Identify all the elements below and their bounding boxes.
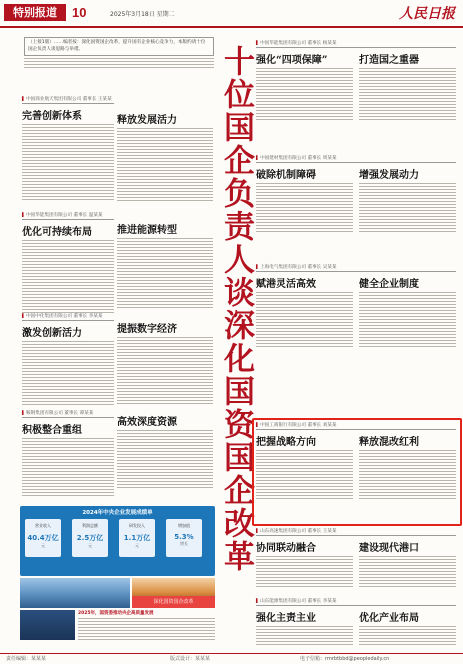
article-side-title: 增强发展动力 bbox=[359, 170, 419, 181]
page-header bbox=[0, 0, 463, 28]
date-line: 2025年3月18日 星期二 bbox=[110, 11, 175, 18]
article-left-1[interactable]: ▌ 中国商业航天集团有限公司 董事长 王某某 完善创新体系 bbox=[22, 96, 114, 202]
article-side-title: 健全企业制度 bbox=[359, 279, 419, 290]
article-title: 完善创新体系 bbox=[22, 111, 82, 122]
article-title: 把握战略方向 bbox=[256, 437, 316, 448]
page-number: 10 bbox=[72, 5, 87, 20]
banner-lower-mid: 深化国资国企改革 bbox=[132, 596, 215, 608]
footer-editor: 责任编辑：某某某 bbox=[6, 656, 47, 662]
article-right-3[interactable]: ▌ 上海电气集团有限公司 董事长 吴某某 赋港灵活高效 健全企业制度 bbox=[256, 264, 456, 349]
article-side-title: 建设现代港口 bbox=[359, 543, 419, 554]
article-title: 积极整合重组 bbox=[22, 425, 82, 436]
article-mid-2[interactable] bbox=[117, 218, 213, 310]
intro-lines bbox=[24, 58, 214, 68]
footer-designer: 版式设计：某某某 bbox=[170, 656, 211, 662]
newspaper-logo: 人民日报 bbox=[399, 6, 455, 22]
article-side-title: 打造国之重器 bbox=[359, 55, 419, 66]
article-title: 赋港灵活高效 bbox=[256, 279, 316, 290]
article-title: 破除机制障碍 bbox=[256, 170, 316, 181]
infographic-panel bbox=[20, 506, 215, 576]
article-title: 强化主责主业 bbox=[256, 613, 316, 624]
article-right-2[interactable]: ▌ 中国建材集团有限公司 董事长 周某某 破除机制障碍 增强发展动力 bbox=[256, 155, 456, 234]
ship-photo bbox=[20, 610, 75, 640]
article-title: 强化“四项保障” bbox=[256, 55, 328, 66]
stat-card: 利润总额 2.5万亿 元 bbox=[72, 519, 108, 557]
footer-email: 电子信箱：rmrbtbbd@peopledaily.cn bbox=[300, 656, 390, 662]
port-photo bbox=[20, 578, 130, 608]
section-tag: 特别报道 bbox=[4, 4, 66, 21]
article-right-6[interactable]: ▌ 山东能源集团有限公司 董事长 李某某 强化主责主业 优化产业布局 bbox=[256, 598, 456, 647]
article-right-5[interactable]: ▌ 山东高速集团有限公司 董事长 王某某 协同联动融合 建设现代港口 bbox=[256, 528, 456, 589]
article-left-3[interactable]: ▌ 中国中化集团有限公司 董事长 李某某 激发创新活力 bbox=[22, 313, 114, 407]
lower-left-caption: 2025年，国资委推动央企高质量发展 bbox=[78, 610, 215, 642]
stat-card: 营业收入 40.4万亿 元 bbox=[25, 519, 61, 557]
article-title: 优化可持续布局 bbox=[22, 227, 92, 238]
article-left-4[interactable]: ▌ 鞍钢集团有限公司 董事长 谭某某 积极整合重组 bbox=[22, 410, 114, 498]
article-title: 释放发展活力 bbox=[117, 115, 177, 126]
article-mid-1[interactable] bbox=[117, 108, 213, 203]
article-title: 高效深度资源 bbox=[117, 417, 177, 428]
article-mid-3[interactable] bbox=[117, 317, 213, 406]
intro-block bbox=[24, 37, 214, 89]
article-side-title: 释放混改红利 bbox=[359, 437, 419, 448]
stat-card: 增加值 5.3% 增长 bbox=[166, 519, 202, 557]
stat-card: 研发投入 1.1万亿 元 bbox=[119, 519, 155, 557]
article-left-2[interactable]: ▌ 中国华能集团有限公司 董事长 温某某 优化可持续布局 bbox=[22, 212, 114, 315]
article-right-1[interactable]: ▌ 中国华能集团有限公司 董事长 杨某某 强化“四项保障” 打造国之重器 bbox=[256, 40, 456, 122]
article-title: 激发创新活力 bbox=[22, 328, 82, 339]
article-mid-4[interactable] bbox=[117, 410, 213, 490]
article-side-title: 优化产业布局 bbox=[359, 613, 419, 624]
intro-text: （上接1版）……编者按：深化国资国企改革，提升国有企业核心竞争力，本版约请十位国企负责人谈思路与举措。 bbox=[24, 37, 214, 56]
infographic-title: 2024年中央企业发展成绩单 bbox=[82, 510, 153, 516]
page-footer bbox=[0, 653, 463, 664]
article-title: 协同联动融合 bbox=[256, 543, 316, 554]
main-title: 十位国企负责人谈深化国资国企改革 bbox=[218, 45, 254, 573]
article-right-4[interactable]: ▌ 中国工商银行有限公司 董事长 刘某某 把握战略方向 释放混改红利 bbox=[256, 422, 456, 501]
article-title: 推进能源转型 bbox=[117, 225, 177, 236]
article-title: 提振数字经济 bbox=[117, 324, 177, 335]
